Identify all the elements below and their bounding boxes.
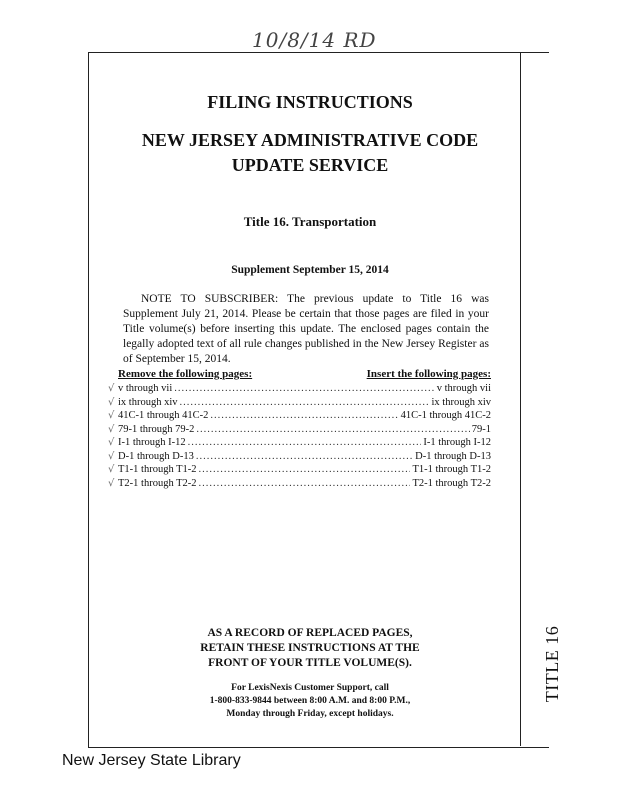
code-heading	[100, 128, 520, 178]
remove-pages-cell: v through vii	[118, 383, 173, 394]
checkmark-icon: √	[108, 423, 115, 435]
dot-leader	[199, 477, 411, 491]
insert-pages-cell: T1-1 through T1-2	[412, 464, 491, 475]
code-heading-line2: UPDATE SERVICE	[231, 155, 389, 175]
supplement-date: Supplement September 15, 2014	[231, 264, 389, 276]
table-row	[108, 423, 491, 437]
support-line2: 1-800-833-9844 between 8:00 A.M. and 8:00 P.M.,	[209, 696, 411, 706]
remove-pages-cell: 41C-1 through 41C-2	[118, 410, 209, 421]
remove-pages-cell: T1-1 through T1-2	[118, 464, 197, 475]
library-stamp: New Jersey State Library	[62, 752, 241, 769]
dot-leader	[196, 423, 469, 437]
table-header	[108, 368, 491, 382]
table-row	[108, 409, 491, 423]
remove-pages-cell: D-1 through D-13	[118, 450, 194, 462]
table-row	[108, 463, 491, 477]
record-line2: RETAIN THESE INSTRUCTIONS AT THE	[200, 642, 420, 654]
insert-pages-cell: I-1 through I-12	[423, 437, 491, 448]
code-heading-line1: NEW JERSEY ADMINISTRATIVE CODE	[141, 130, 479, 150]
title-tab-divider	[520, 52, 521, 746]
insert-pages-cell: v through vii	[436, 383, 491, 394]
insert-header: Insert the following pages:	[366, 368, 491, 380]
dot-leader	[180, 396, 430, 410]
customer-support-info	[100, 682, 520, 721]
checkmark-icon: √	[108, 396, 115, 408]
record-instructions	[100, 626, 520, 671]
dot-leader	[174, 382, 435, 396]
subscriber-note: NOTE TO SUBSCRIBER: The previous update to Title 16 was Supplement July 21, 2014. Please be certain that those pages are filed in your Title volume(s) before inserting this update. The enclosed pages contain the legally adopted text of all rule changes published in the New Jersey Register as of September 15, 2014.	[123, 293, 489, 365]
remove-pages-cell: I-1 through I-12	[118, 437, 186, 448]
table-rows	[108, 382, 491, 490]
table-row	[108, 382, 491, 396]
table-row	[108, 450, 491, 464]
support-line1: For LexisNexis Customer Support, call	[231, 683, 389, 693]
table-row	[108, 396, 491, 410]
remove-pages-cell: 79-1 through 79-2	[118, 423, 195, 435]
insert-pages-cell: ix through xiv	[431, 396, 491, 408]
title-subject: Title 16. Transportation	[243, 214, 377, 229]
insert-pages-cell: 41C-1 through 41C-2	[400, 410, 491, 421]
dot-leader	[210, 409, 398, 423]
dot-leader	[188, 436, 422, 450]
dot-leader	[199, 463, 411, 477]
checkmark-icon: √	[108, 437, 115, 448]
support-line3: Monday through Friday, except holidays.	[226, 709, 394, 719]
checkmark-icon: √	[108, 450, 115, 462]
page-replacement-table	[108, 368, 491, 490]
title-tab-label: TITLE 16	[542, 625, 562, 703]
insert-pages-cell: 79-1	[471, 423, 491, 435]
remove-pages-cell: T2-1 through T2-2	[118, 477, 197, 489]
checkmark-icon: √	[108, 410, 115, 421]
remove-pages-cell: ix through xiv	[118, 396, 178, 408]
record-line3: FRONT OF YOUR TITLE VOLUME(S).	[208, 657, 412, 669]
checkmark-icon: √	[108, 477, 115, 489]
insert-pages-cell: D-1 through D-13	[415, 450, 491, 462]
table-row	[108, 436, 491, 450]
checkmark-icon: √	[108, 383, 115, 394]
table-row	[108, 477, 491, 491]
filing-instructions-heading: FILING INSTRUCTIONS	[207, 92, 413, 112]
dot-leader	[196, 450, 413, 464]
record-line1: AS A RECORD OF REPLACED PAGES,	[207, 627, 413, 639]
insert-pages-cell: T2-1 through T2-2	[412, 477, 491, 489]
checkmark-icon: √	[108, 464, 115, 475]
remove-header: Remove the following pages:	[118, 368, 253, 380]
handwritten-date-note: 10/8/14 RD	[252, 28, 377, 52]
